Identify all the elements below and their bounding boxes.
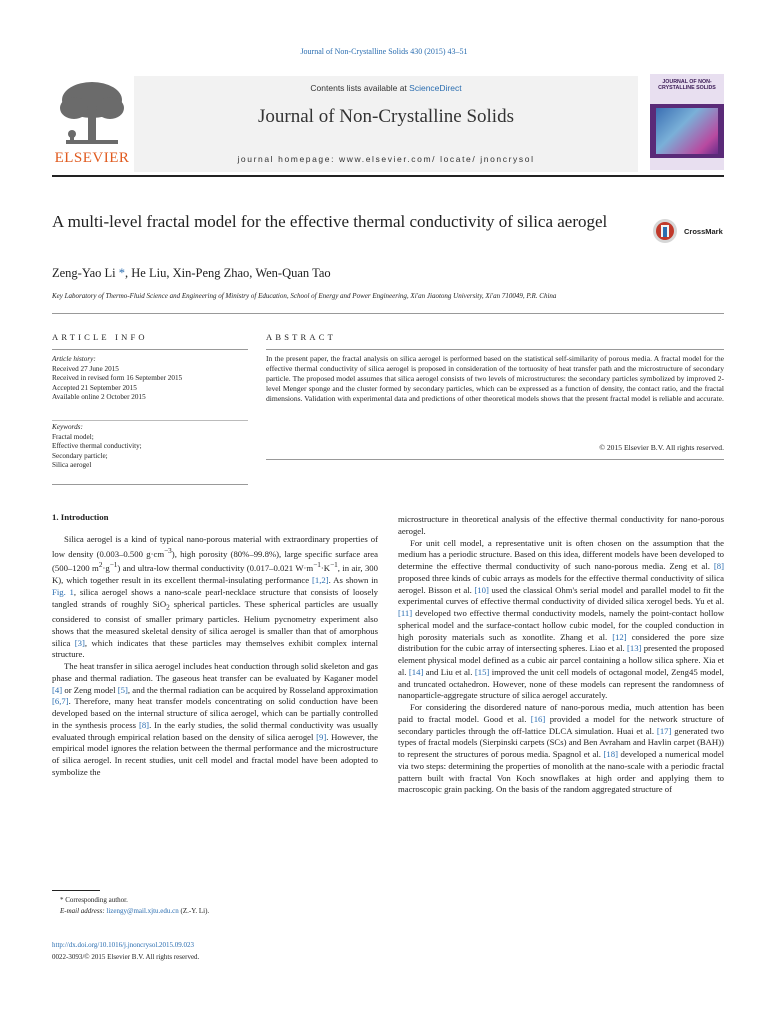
title-divider xyxy=(52,313,724,314)
cover-title: JOURNAL OF NON-CRYSTALLINE SOLIDS xyxy=(658,79,716,91)
keyword-item: Silica aerogel xyxy=(52,461,92,469)
footnote-rule xyxy=(52,890,100,891)
paragraph: For unit cell model, a representative unit is often chosen on the assumption that the medium has a periodic structure. Based on this idea, different models have been developed to determine the effective thermal conductivity of such nano-porous media. Zeng et al. [8] proposed three kinds of cubic arrays as models for the effective thermal conductivity of silica aerogel. Bisson et al. [10] used the classical Ohm's serial model and parallel model to fit the experimental curves of effective thermal conductivity of divided silica xerogel beds. Yu et al. [11] developed two effective thermal conductivity models, namely the point-contact hollow spherical model and the surface-contact hollow cubic model, for the coupled conduction in high porosity materials such as xonotlite. Zhang et al. [12] considered the pore size distribution for the cubic array of intersecting spheres. Liao et al. [13] presented the proposed element physical model defined as a cubic air parcel containing a hollow silica sphere. Xia et al. [14] and Liu et al. [15] improved the unit cell models of octagonal model, Zeng45 model, and truncated octahedron. However, none of these models can represent the randomness of nanoparticle-aggregate structure of silica aerogel accurately. xyxy=(398,537,724,701)
citation-link[interactable]: [18] xyxy=(603,749,618,759)
abstract-heading: ABSTRACT xyxy=(266,332,336,342)
paragraph: For considering the disordered nature of nano-porous media, much attention has been paid to fractal model. Good et al. [16] provided a model for the network structure of secondary particles through the off-lattice DLCA simulation. Huai et al. [17] generated two types of fractal models (Sierpinski carpets (SCs) and Ben Avraham and Havlin carpet (BAH)) to represent the structures of porous media. Spagnol et al. [18] developed a numerical model via two steps: determining the properties of monolith at the nano-scale with a periodic fractal pattern built with fractal Von Koch snowflakes at high order and applying them to macroscopic grain packing. On the basis of the random aggregated structure of xyxy=(398,702,725,795)
email-link[interactable]: lizengy@mail.xjtu.edu.cn xyxy=(106,907,179,915)
header-divider xyxy=(52,175,724,177)
email-line: E-mail address: lizengy@mail.xjtu.edu.cn (Z.-Y. Li). xyxy=(60,907,210,915)
keyword-item: Secondary particle; xyxy=(52,451,108,460)
abstract-bottom-rule xyxy=(266,459,724,460)
article-info-heading: ARTICLE INFO xyxy=(52,332,148,342)
crossmark-label: CrossMark xyxy=(684,227,723,236)
journal-title: Journal of Non-Crystalline Solids xyxy=(258,106,514,127)
author-name: Zeng-Yao Li xyxy=(52,266,116,280)
citation-link[interactable]: [8] xyxy=(713,561,724,571)
citation-link[interactable]: [4] xyxy=(52,684,63,695)
abstract-rule xyxy=(266,349,724,350)
citation-link[interactable]: [10] xyxy=(474,584,489,595)
article-title: A multi-level fractal model for the effective thermal conductivity of silica aerogel xyxy=(52,212,608,231)
citation-link[interactable]: [14] xyxy=(408,666,424,677)
citation-link[interactable]: [3] xyxy=(74,637,85,648)
paragraph: microstructure in theoretical analysis of the effective thermal conductivity for nano-porous aerogel. xyxy=(398,514,724,536)
coauthor-names: , He Liu, Xin-Peng Zhao, Wen-Quan Tao xyxy=(125,266,331,280)
author-list xyxy=(52,266,652,281)
contents-prefix: Contents lists available at xyxy=(310,83,410,93)
contents-line xyxy=(134,83,638,93)
keywords-rule xyxy=(52,420,248,421)
citation-link[interactable]: [6,7] xyxy=(52,696,69,707)
issn-copyright: 0022-3093/© 2015 Elsevier B.V. All rights reserved. xyxy=(52,953,200,961)
crossmark-icon xyxy=(652,218,682,244)
keyword-item: Effective thermal conductivity; xyxy=(52,442,142,450)
elsevier-wordmark: ELSEVIER xyxy=(54,150,130,166)
corresponding-author-note: * Corresponding author. xyxy=(60,896,128,904)
body-column-left xyxy=(52,534,378,779)
keywords xyxy=(52,423,248,471)
history-label: Article history: xyxy=(52,355,96,363)
citation-link[interactable]: [15] xyxy=(474,666,490,677)
article-history xyxy=(52,355,248,403)
citation-link[interactable]: [17] xyxy=(656,725,672,736)
affiliation: Key Laboratory of Thermo-Fluid Science and Engineering of Ministry of Education, School of Energy and Power Engineering, Xi'an Jiaotong University, Xi'an 710049, P.R. China xyxy=(52,292,557,300)
citation-link[interactable]: [16] xyxy=(530,713,546,724)
journal-cover-thumbnail[interactable] xyxy=(650,74,724,170)
keyword-item: Fractal model; xyxy=(52,432,94,441)
paragraph: Silica aerogel is a kind of typical nano-porous material with extraordinary properties of low density (0.003–0.500 $g\cdot cm^{-3}$), high porosity (80%–99.8%), large specific surface area (500–1200 $m^2\cdot g^{-1}$) and ultra-low thermal conductivity (0.017–0.021 $W\cdot m^{-1}\cdot K^{-1}$, in air, 300 K), which together result in its excellent thermal-insulating performance [1,2]. As shown in Fig. 1, silica aerogel shows a nano-scale pearl-necklace structure that consists of loosely tangled strands of roughly SiO$_2$ spherical particles. These spherical particles are usually considered to consist of smaller primary particles. Helium pycnometry experiment also shows that the measured skeletal density of silica aerogel is smaller than that of amorphous silica [3], which indicates that these particles may themselves exhibit complex internal structure. xyxy=(52,534,379,660)
doi-link[interactable]: http://dx.doi.org/10.1016/j.jnoncrysol.2015.09.023 xyxy=(52,941,195,949)
citation-link[interactable]: [5] xyxy=(117,684,128,695)
paragraph: The heat transfer in silica aerogel includes heat conduction through solid skeleton and gas phase and thermal radiation. The gaseous heat transfer can be evaluated by Kaganer model [4] or Zeng model [5], and the thermal radiation can be acquired by Rosseland approximation [6,7]. Therefore, many heat transfer models concentrating on solid conduction have been developed based on the internal structure of silica aerogel, which can be partially controlled in the synthesis process [8]. In the early studies, the solid thermal conductivity was usually evaluated through empirical relation based on the density of silica aerogel [9]. However, the empirical model ignores the relation between the thermal performance and the microstructure of silica aerogel. In recent studies, unit cell model and fractal model have been adopted to symbolize the xyxy=(52,661,378,777)
keywords-label: Keywords: xyxy=(52,423,83,431)
article-info-rule xyxy=(52,349,248,350)
journal-reference-link[interactable]: Journal of Non-Crystalline Solids 430 (2015) 43–51 xyxy=(300,47,468,56)
citation-link[interactable]: [8] xyxy=(138,719,150,730)
history-online: Available online 2 October 2015 xyxy=(52,393,146,401)
journal-homepage-link[interactable]: journal homepage: www.elsevier.com/ locate/ jnoncrysol xyxy=(237,154,535,164)
sciencedirect-link[interactable]: ScienceDirect xyxy=(409,83,462,93)
citation-link[interactable]: [13] xyxy=(626,643,642,654)
section-heading-introduction: 1. Introduction xyxy=(52,512,109,522)
citation-link[interactable]: [9] xyxy=(316,731,327,742)
history-revised: Received in revised form 16 September 2015 xyxy=(52,374,183,382)
abstract-text: In the present paper, the fractal analysis on silica aerogel is performed based on the statistical self-similarity of porous media. A fractal model for the effective thermal conductivity of silica aerogel is proposed in consideration of the tortuosity of heat transfer path and the microstructure of secondary particle. The proposed model assumes that silica aerogel consists of two levels of microstructures: the secondary particles symbolized by improved 2-level Menger sponge and the cluster formed by secondary particles, which can be expressed as a function of density, the contact ratio, and the fractal dimensions. Validation with experimental data and predictions of other theoretical models shows that the present fractal model is reliable and accurate. xyxy=(266,354,724,403)
corresponding-author-marker[interactable]: * xyxy=(115,266,126,280)
article-info-bottom-rule xyxy=(52,484,248,485)
citation-link[interactable]: [12] xyxy=(612,631,627,642)
abstract-copyright: © 2015 Elsevier B.V. All rights reserved. xyxy=(599,443,724,452)
history-received: Received 27 June 2015 xyxy=(52,364,119,373)
citation-link[interactable]: [11] xyxy=(398,608,413,618)
history-accepted: Accepted 21 September 2015 xyxy=(52,383,137,392)
body-column-right xyxy=(398,514,724,796)
figure-link[interactable]: Fig. 1 xyxy=(52,586,74,597)
footnote xyxy=(60,895,378,917)
citation-link[interactable]: [1,2] xyxy=(311,575,329,586)
